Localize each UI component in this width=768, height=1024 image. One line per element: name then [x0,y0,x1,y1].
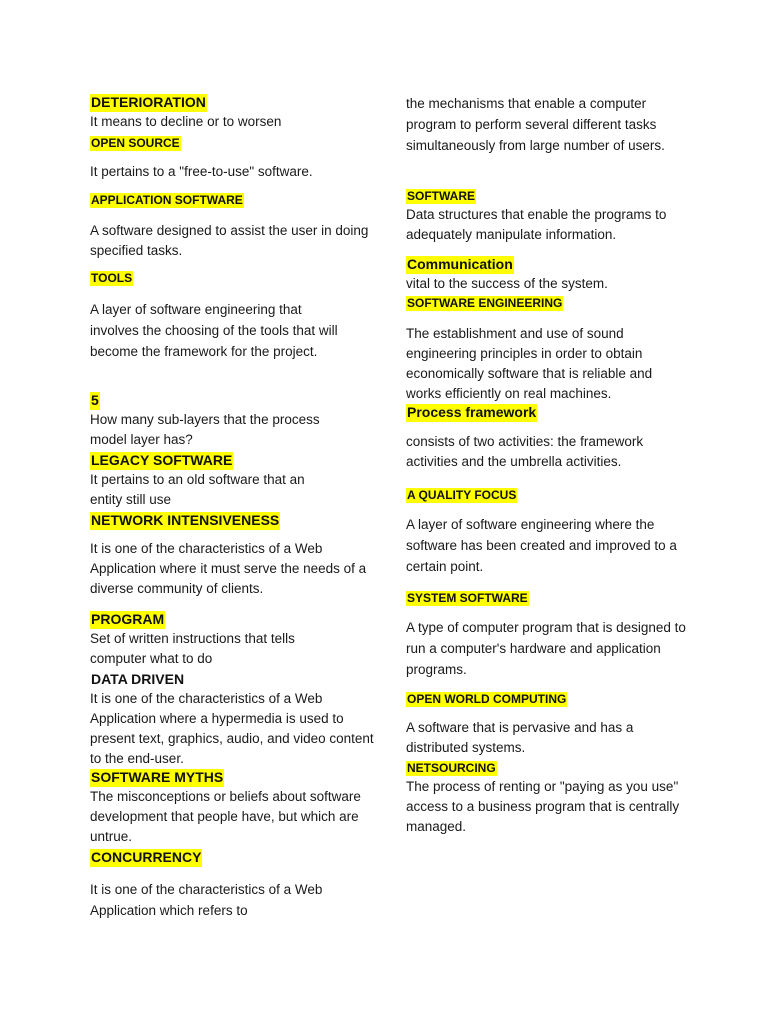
definition-text: It is one of the characteristics of a Web Application which refers to [90,882,323,918]
definition-text: A type of computer program that is designed to run a computer's hardware and application programs. [406,620,686,677]
entry-data-driven [90,671,375,769]
entry-deterioration [90,94,375,132]
definition-text: It is one of the characteristics of a Web Application where it must serve the needs of a diverse community of clients. [90,541,367,596]
definition-text: A layer of software engineering where the software has been created and improved to a certain point. [406,517,677,574]
term-label: DETERIORATION [91,94,206,110]
definition-text: A layer of software engineering that involves the choosing of the tools that will become the framework for the project. [90,302,338,359]
continuation-text-block [406,93,691,156]
definition-text: It means to decline or to worsen [90,114,282,129]
term-label: Communication [407,256,513,272]
entry-communication [406,256,691,294]
definition-text: consists of two activities: the framework activities and the umbrella activities. [406,434,644,469]
entry-tools [90,269,375,362]
definition-text: vital to the success of the system. [406,276,608,291]
entry-software-myths [90,769,375,847]
term-label: TOOLS [91,271,133,285]
entry-netsourcing [406,759,691,837]
entry-concurrency [90,849,375,921]
term-label: OPEN SOURCE [91,136,180,150]
entry-process-framework [406,404,691,472]
term-label: Process framework [407,404,537,420]
definition-text: It pertains to an old software that an entity still use [90,472,305,507]
term-label: APPLICATION SOFTWARE [91,193,243,207]
term-label: DATA DRIVEN [91,671,185,687]
term-label: LEGACY SOFTWARE [91,452,233,468]
definition-text: Set of written instructions that tells computer what to do [90,631,295,666]
definition-text: It is one of the characteristics of a Web Application where a hypermedia is used to present text, graphics, audio, and video content to the end-user. [90,691,374,766]
definition-text: A software designed to assist the user in doing specified tasks. [90,223,369,258]
term-label: NETSOURCING [407,761,496,775]
entry-program [90,611,375,669]
definition-text: The establishment and use of sound engineering principles in order to obtain economically software that is reliable and works efficiently on real machines. [406,326,653,401]
entry-open-world-computing [406,690,691,758]
entry-software [406,187,691,245]
entry-application-software [90,191,375,261]
entry-network-intensiveness [90,512,375,599]
entry-a-quality-focus [406,486,691,577]
definition-text: The misconceptions or beliefs about software development that people have, but which are untrue. [90,789,361,844]
definition-text: Data structures that enable the programs to adequately manipulate information. [406,207,667,242]
entry-legacy-software [90,452,375,510]
entry-open-source [90,134,375,182]
term-label: PROGRAM [91,611,165,627]
term-label: OPEN WORLD COMPUTING [407,692,567,706]
definition-text: How many sub-layers that the process model layer has? [90,412,320,447]
definition-text: It pertains to a "free-to-use" software. [90,164,313,179]
term-label: SOFTWARE [407,189,475,203]
entry-system-software [406,589,691,680]
term-label: SOFTWARE MYTHS [91,769,224,785]
definition-text: A software that is pervasive and has a distributed systems. [406,720,634,755]
term-label: NETWORK INTENSIVENESS [91,512,280,528]
entry-software-engineering [406,294,691,404]
term-label: SOFTWARE ENGINEERING [407,296,563,310]
entry-5 [90,392,375,450]
term-label: A QUALITY FOCUS [407,488,517,502]
term-label: SYSTEM SOFTWARE [407,591,528,605]
term-label: 5 [91,392,99,408]
definition-text: The process of renting or "paying as you use" access to a business program that is centrally managed. [406,779,680,834]
term-label: CONCURRENCY [91,849,202,865]
definition-text: the mechanisms that enable a computer program to perform several different tasks simultaneously from large number of users. [406,96,665,153]
